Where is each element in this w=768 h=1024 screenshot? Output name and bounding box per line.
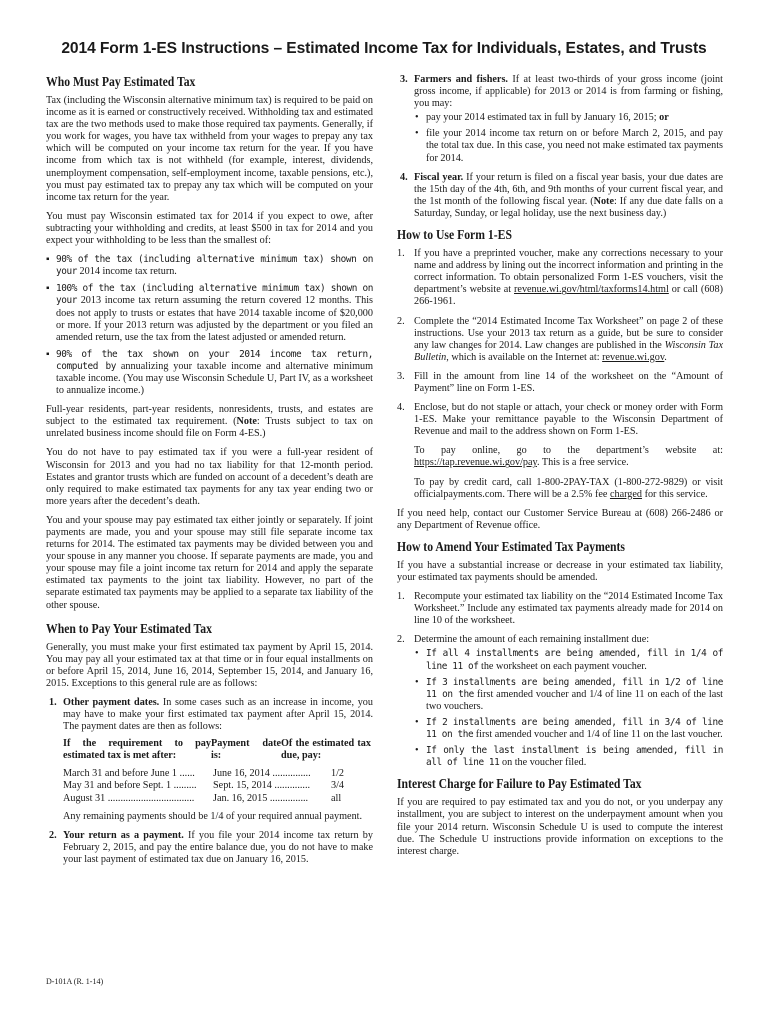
pay-online-link[interactable]: https://tap.revenue.wi.gov/pay — [414, 457, 537, 469]
installment-list — [414, 648, 723, 769]
handwritten-text: 100% of the tax (including alternative minimum tax) shown on your — [56, 283, 373, 307]
requirement-list — [46, 254, 373, 397]
list-item: 4. Fiscal year. If your return is filed on a fiscal year basis, your due dates are the 15th day of the 4th, 6th, and 9th months of your current fiscal year, and the 1st month of the following fiscal year. (Note: If any due date falls on a Saturday, Sunday, or legal holiday, use the next business day.) — [400, 171, 723, 219]
list-item: 2. Determine the amount of each remaining installment due: • If all 4 installments are being amended, fill in 1/4 of line 11 of the worksheet on each payment voucher. • If 3 installments are being amended, fill in 1/2 of line 11 on the first amended voucher and 1/4 of line 11 on each of the last two vouchers. • If 2 installments are being amended, fill in 3/4 of line 11 on the first amended voucher and 1/4 of line 11 on the last voucher. • If only the last installment is being amended, fill in all of line 11 on the voucher filed. — [397, 634, 723, 769]
section-heading-when-to-pay: When to Pay Your Estimated Tax — [46, 620, 212, 636]
amend-list — [397, 591, 723, 769]
list-item: 4. Enclose, but do not staple or attach, your check or money order with Form 1-ES. Make your remittance payable to the Wisconsin Department of Revenue and mail to the address shown on Form 1-ES. To pay online, go to the department’s website at: https://tap.revenue.wi.gov/pay. This is a free service. To pay by credit card, call 1-800-2PAY-TAX (1-800-272-9829) or visit officialpayments.com. There will be a 2.5% fee charged for this service. — [397, 402, 723, 500]
pay-online-paragraph: To pay online, go to the department’s website at: https://tap.revenue.wi.gov/pay. This is a free service. — [414, 445, 723, 469]
handwritten-text: 90% of the tax shown on your 2014 income tax return, computed by — [56, 348, 373, 372]
list-item: • pay your 2014 estimated tax in full by January 16, 2015; or — [414, 112, 723, 124]
paragraph: Any remaining payments should be 1/4 of your required annual payment. — [63, 810, 363, 822]
list-item: 1. If you have a preprinted voucher, make any corrections necessary to your name and address by lining out the incorrect information and printing in the correct information. To obtain personalized Form 1-ES vouchers, visit the department’s website at revenue.wi.gov/html/taxforms14.html or call (608) 266-1961. — [397, 248, 723, 308]
list-item: 2. Complete the “2014 Estimated Income Tax Worksheet” on page 2 of these instructions. Use your 2013 tax return as a guide, but be sure to consider any law changes for 2014. Law changes are published in the Wisconsin Tax Bulletin, which is available on the Internet at: revenue.wi.gov. — [397, 315, 723, 363]
paragraph: Generally, you must make your first estimated tax payment by April 15, 2014. You may pay all your estimated tax at that time or in four equal installments on or before April 15, 2014, June 16, 2014, September 15, 2014, and January 16, 2015. Exceptions to this general rule are as follows: — [46, 641, 373, 689]
section-heading-interest-charge: Interest Charge for Failure to Pay Estimated Tax — [397, 776, 642, 792]
list-item: 2. Your return as a payment. If you file your 2014 income tax return by February 2, 2015, and pay the entire balance due, you do not have to make your last payment of estimated tax due on January 16, 2015. — [49, 829, 373, 865]
list-item: • If only the last installment is being amended, fill in all of line 11 on the voucher filed. — [414, 745, 723, 769]
left-column — [46, 74, 373, 873]
paragraph: Tax (including the Wisconsin alternative minimum tax) is required to be paid on income as it is earned or constructively received. Withholding tax and estimated tax are the two methods used to make those required tax payments. Generally, if you work for wages, you have tax withheld from your wages to prepay any tax which will be computed on your income tax return for the year. If you have income from which tax is not withheld (for example, interest, dividends, unemployment compensation, self-employment income, taxable pensions, etc.), you must pay estimated tax to prepay any tax which will be computed on your income tax return for the year. — [46, 95, 373, 203]
exceptions-list-continued — [397, 74, 723, 220]
table-row: August 31 .................................. Jan. 16, 2015 ............... all — [63, 792, 342, 804]
credit-card-paragraph: To pay by credit card, call 1-800-2PAY-TAX (1-800-272-9829) or visit officialpayments.com. There will be a 2.5% fee charged for this service. — [414, 476, 723, 500]
paragraph: You and your spouse may pay estimated tax either jointly or separately. If joint payments are made, you and your spouse may still file separate income tax returns for 2014. The estimated tax payments may be divided between you and your spouse in any manner you choose. If separate payments are made, you and your spouse may file a joint income tax return for 2014 and apply the separate estimated tax payments to the joint tax liability. However, no part of the separate estimated tax payments may be applied to a separate tax liability of the other spouse. — [46, 514, 373, 611]
list-item: ▪ 90% of the tax (including alternative minimum tax) shown on your 2014 income tax return. — [46, 254, 373, 278]
paragraph: If you are required to pay estimated tax and you do not, or you underpay any installment, you are subject to interest on the underpayment amount when you file your 2014 return. Wisconsin Schedule U is used to compute the interest due. The Schedule U instructions provide information on exceptions to the interest charge. — [397, 797, 723, 857]
handwritten-text: If 2 installments are being amended, fill in 3/4 of line 11 on the — [426, 716, 723, 741]
list-item: ▪ 90% of the tax shown on your 2014 income tax return, computed by annualizing your taxable income and alternative minimum taxable income. (You may use Wisconsin Schedule U, Part IV, as a worksheet to annualize income.) — [46, 349, 373, 397]
table-row: March 31 and before June 1 ...... June 16, 2014 ............... 1/2 — [63, 768, 345, 780]
section-heading-who-must-pay: Who Must Pay Estimated Tax — [46, 74, 196, 89]
exceptions-list — [46, 697, 373, 866]
list-item: 1. Recompute your estimated tax liability on the “2014 Estimated Income Tax Worksheet.” Include any estimated tax payments already made for 2014 on line 10 of the worksheet. — [397, 591, 723, 627]
taxforms-link[interactable]: revenue.wi.gov/html/taxforms14.html — [514, 284, 669, 296]
section-heading-how-to-use: How to Use Form 1-ES — [397, 227, 512, 243]
farmer-options-list — [414, 112, 723, 164]
paragraph: You do not have to pay estimated tax if you were a full-year resident of Wisconsin for 2013 and you had no tax liability for that 12-month period. Estates and grantor trusts which are funded on account of a decedent’s death are only required to make estimated tax payments for any tax year ending two or more years after the decedent’s death. — [46, 447, 373, 507]
list-item: 1. Other payment dates. In some cases such as an increase in income, you may have to make your first estimated tax payment after April 15, 2014. The payment dates are then as follows: If the requirement to pay estimated tax is met after: Payment date is: Of the estimated tax due, pay: March 31 and before June 1 ...... June 16, 2014 ............... 1/2 May 31 and before Sept. 1 ......... Sept. 15, 2014 .............. 3/4 August 31 .................................. Jan. 16, 2015 ............... all Any remaining payments should be 1/4 of your required annual payment. — [49, 697, 373, 822]
list-item: 3. Farmers and fishers. If at least two-thirds of your gross income (joint gross income, if applicable) for 2013 or 2014 is from farming or fishing, you may: • pay your 2014 estimated tax in full by January 16, 2015; or • file your 2014 income tax return on or before March 2, 2015, and pay the total tax due. In this case, you need not make estimated tax payments for 2014. — [397, 74, 723, 165]
handwritten-text: If 3 installments are being amended, fill in 1/2 of line 11 on the — [426, 676, 723, 700]
paragraph: If you have a substantial increase or decrease in your estimated tax liability, your estimated tax payments should be amended. — [397, 559, 723, 583]
paragraph: Full-year residents, part-year residents, nonresidents, trusts, and estates are subject to the estimated tax requirement. (Note: Trusts subject to tax on unrelated business income should file on Form 4-ES.) — [46, 404, 373, 440]
form-number-footer: D-101A (R. 1-14) — [46, 977, 104, 986]
page-title: 2014 Form 1-ES Instructions – Estimated Income Tax for Individuals, Estates, and Trusts — [61, 40, 707, 57]
list-item: ▪ 100% of the tax (including alternative minimum tax) shown on your 2013 income tax return assuming the return covered 12 months. This does not apply to trusts or estates that have 2014 taxable income of $20,000 or more. If your 2013 return was adjusted by the department or you filed an amended return, use the tax from the latest adjusted or amended return. — [46, 283, 373, 343]
list-item: • If 2 installments are being amended, fill in 3/4 of line 11 on the first amended voucher and 1/4 of line 11 on the last voucher. — [414, 717, 723, 741]
handwritten-text: If only the last installment is being amended, fill in all of line 11 — [426, 745, 723, 769]
handwritten-text: 90% of the tax (including alternative minimum tax) shown on your — [56, 254, 373, 278]
list-item: 3. Fill in the amount from line 14 of the worksheet on the “Amount of Payment” line on Form 1-ES. — [397, 370, 723, 394]
paragraph: If you need help, contact our Customer Service Bureau at (608) 266-2486 or any Department of Revenue office. — [397, 507, 723, 531]
paragraph: You must pay Wisconsin estimated tax for 2014 if you expect to owe, after subtracting your withholding and credits, at least $500 in tax for 2014 and you expect your withholding to be less than the smallest of: — [46, 210, 373, 247]
table-row: May 31 and before Sept. 1 ......... Sept. 15, 2014 .............. 3/4 — [63, 780, 345, 792]
list-item: • file your 2014 income tax return on or before March 2, 2015, and pay the total tax due. In this case, you need not make estimated tax payments for 2014. — [414, 128, 723, 164]
list-item: • If all 4 installments are being amended, fill in 1/4 of line 11 of the worksheet on each payment voucher. — [414, 648, 723, 672]
handwritten-text: If all 4 installments are being amended, fill in 1/4 of line 11 of — [426, 648, 723, 672]
how-to-use-list — [397, 248, 723, 501]
payment-schedule-table — [63, 738, 373, 804]
list-item: • If 3 installments are being amended, fill in 1/2 of line 11 on the first amended voucher and 1/4 of line 11 on each of the last two vouchers. — [414, 677, 723, 713]
revenue-link[interactable]: revenue.wi.gov — [602, 351, 665, 363]
table-header: If the requirement to pay estimated tax is met after: Payment date is: Of the estimated tax due, pay: — [63, 738, 371, 762]
right-column — [397, 74, 723, 865]
section-heading-how-to-amend: How to Amend Your Estimated Tax Payments — [397, 538, 625, 554]
